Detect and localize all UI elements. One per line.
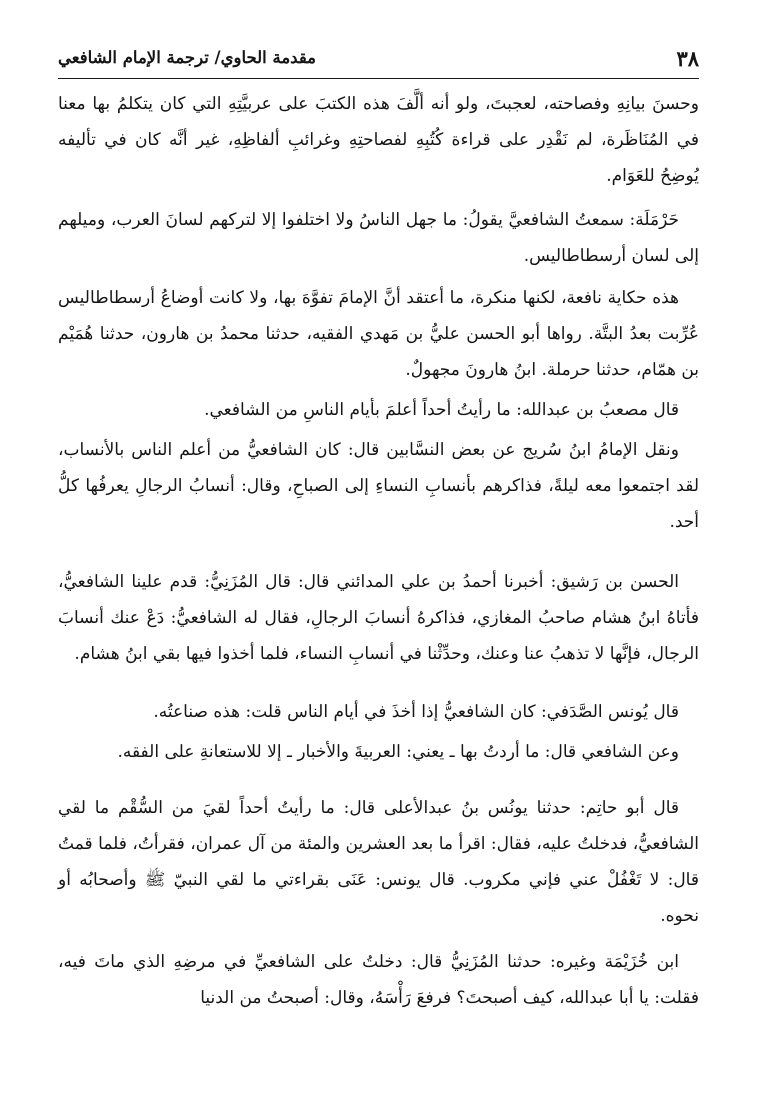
paragraph: ونقل الإمامُ ابنُ سُريج عن بعض النسَّابين قال: كان الشافعيُّ من أعلم الناس بالأنساب، لقد اجتمعوا معه ليلةً، فذاكرهم بأنسابِ النساءِ إلى الصباحِ، وقال: أنسابُ الرجالِ يعرفُها كلُّ أحد. bbox=[58, 440, 699, 532]
paragraph: قال أبو حاتِم: حدثنا يونُس بنُ عبدالأعلى قال: ما رأيتُ أحداً لقيَ من السُّقْم ما لقي الشافعيُّ، فدخلتُ عليه، فقال: اقرأ ما بعد العشرين والمئة من آل عمران، فقرأتُ، فلما قمتُ قال: لا تَغْفُلْ عني فإني مكروب. قال يونس: عَنَى بقراءتي ما لقي النبيّ ﷺ وأصحابُه أو نحوه. bbox=[58, 798, 699, 926]
body-text bbox=[58, 86, 699, 1016]
paragraph: قال يُونس الصَّدَفي: كان الشافعيُّ إذا أخذَ في أيام الناس قلت: هذه صناعتُه. bbox=[153, 702, 679, 722]
paragraph: هذه حكاية نافعة، لكنها منكرة، ما أعتقد أنَّ الإمامَ تفوَّهَ بها، ولا كانت أوضاعُ أرسطاطاليس عُرِّبت بعدُ البتَّة. رواها أبو الحسن عليُّ بن مَهدي الفقيه، حدثنا محمدُ بن هارون، حدثنا هُمَيْم بن همّام، حدثنا حرملة. ابنُ هارونَ مجهولٌ. bbox=[58, 288, 699, 380]
paragraph: ابن خُزَيْمَة وغيره: حدثنا المُزَنِيُّ قال: دخلتُ على الشافعيِّ في مرضِهِ الذي ماتَ فيه، فقلت: يا أبا عبدالله، كيف أصبحتَ؟ فرفعَ رَأْسَهُ، وقال: أصبحتُ من الدنيا bbox=[58, 952, 699, 1008]
running-title: مقدمة الحاوي/ ترجمة الإمام الشافعي bbox=[58, 48, 317, 67]
paragraph: الحسن بن رَشيق: أخبرنا أحمدُ بن علي المدائني قال: قال المُزَنِيُّ: قدم علينا الشافعيُّ، فأتاهُ ابنُ هشام صاحبُ المغازي، فذاكرهُ أنسابَ الرجالِ، فقال له الشافعيُّ: دَعْ عنك أنسابَ الرجال، فإنَّها لا تذهبُ عنا وعنك، وحدِّثْنا في أنسابِ النساء، فلما أخذوا فيها بقي ابنُ هشام. bbox=[58, 572, 699, 664]
paragraph: وحسنَ بيانِهِ وفصاحته، لعجبتَ، ولو أنه ألَّفَ هذه الكتبَ على عربيَّتِهِ التي كان يتكلمُ بها معنا في المُنَاظَرة، لم نَقْدِر على قراءة كُتُبِهِ لفصاحتِهِ وغرائبِ ألفاظِهِ، غير أنَّه كان في تأليفه يُوضِحُ للعَوَام. bbox=[58, 94, 699, 186]
page-header bbox=[58, 44, 699, 79]
paragraph: وعن الشافعي قال: ما أردتُ بها ـ يعني: العربيةَ والأخبار ـ إلا للاستعانةِ على الفقه. bbox=[117, 742, 679, 762]
paragraph: قال مصعبُ بن عبدالله: ما رأيتُ أحداً أعلمَ بأيام الناسِ من الشافعي. bbox=[204, 400, 679, 420]
paragraph: حَرْمَلَة: سمعتُ الشافعيَّ يقولُ: ما جهل الناسُ ولا اختلفوا إلا لتركهم لسانَ العرب، وميلهم إلى لسان أرسطاطاليس. bbox=[58, 210, 699, 266]
page-number: ٣٨ bbox=[676, 46, 699, 71]
